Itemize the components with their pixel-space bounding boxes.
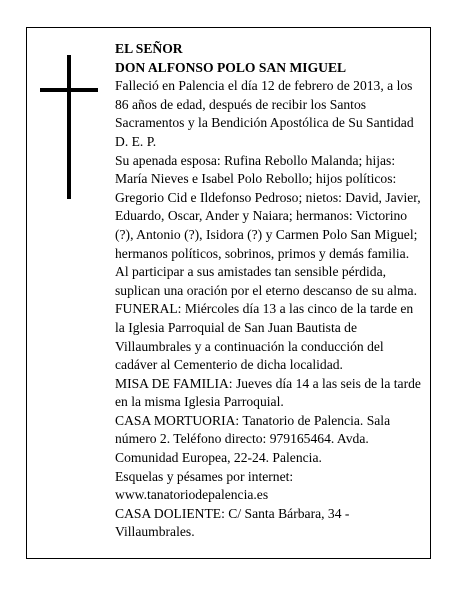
notice-title: EL SEÑOR <box>115 41 183 56</box>
funeral-home-info: CASA MORTUORIA: Tanatorio de Palencia. Sala número 2. Teléfono directo: 979165464. Avda. Comunidad Europea, 22-24. Palencia. <box>115 412 391 466</box>
death-announcement: Falleció en Palencia el día 12 de febrero de 2013, a los 86 años de edad, después de recibir los Santos Sacramentos y la Bendición Apostólica de Su Santidad D. E. P. <box>115 78 414 149</box>
family-list: Su apenada esposa: Rufina Rebollo Malanda; hijas: María Nieves e Isabel Polo Rebollo; hijos políticos: Gregorio Cid e Ildefonso Pedroso; nietos: David, Javier, Eduardo, Oscar, Ander y Naiara; hermanos: Victorino (?), Antonio (?), Isidora (?) y Carmen Polo San Miguel; hermanos políticos, sobrinos, primos y demás familia. <box>115 152 421 261</box>
online-condolences: Esquelas y pésames por internet: www.tanatoriodepalencia.es <box>115 468 294 503</box>
notice-text <box>115 40 421 542</box>
family-home-address: CASA DOLIENTE: C/ Santa Bárbara, 34 - Villaumbrales. <box>115 505 350 540</box>
cross-vertical-bar <box>67 55 71 199</box>
prayer-request: Al participar a sus amistades tan sensible pérdida, suplican una oración por el eterno descanso de su alma. <box>115 264 417 298</box>
cross-horizontal-bar <box>40 88 98 92</box>
deceased-name: DON ALFONSO POLO SAN MIGUEL <box>115 59 347 75</box>
family-mass-info: MISA DE FAMILIA: Jueves día 14 a las seis de la tarde en la misma Iglesia Parroquial. <box>115 375 421 410</box>
cross-icon <box>40 55 98 199</box>
funeral-info: FUNERAL: Miércoles día 13 a las cinco de la tarde en la Iglesia Parroquial de San Juan Bautista de Villaumbrales y a continuación la conducción del cadáver al Cementerio de dicha localidad. <box>115 301 414 373</box>
obituary-notice <box>26 27 431 559</box>
